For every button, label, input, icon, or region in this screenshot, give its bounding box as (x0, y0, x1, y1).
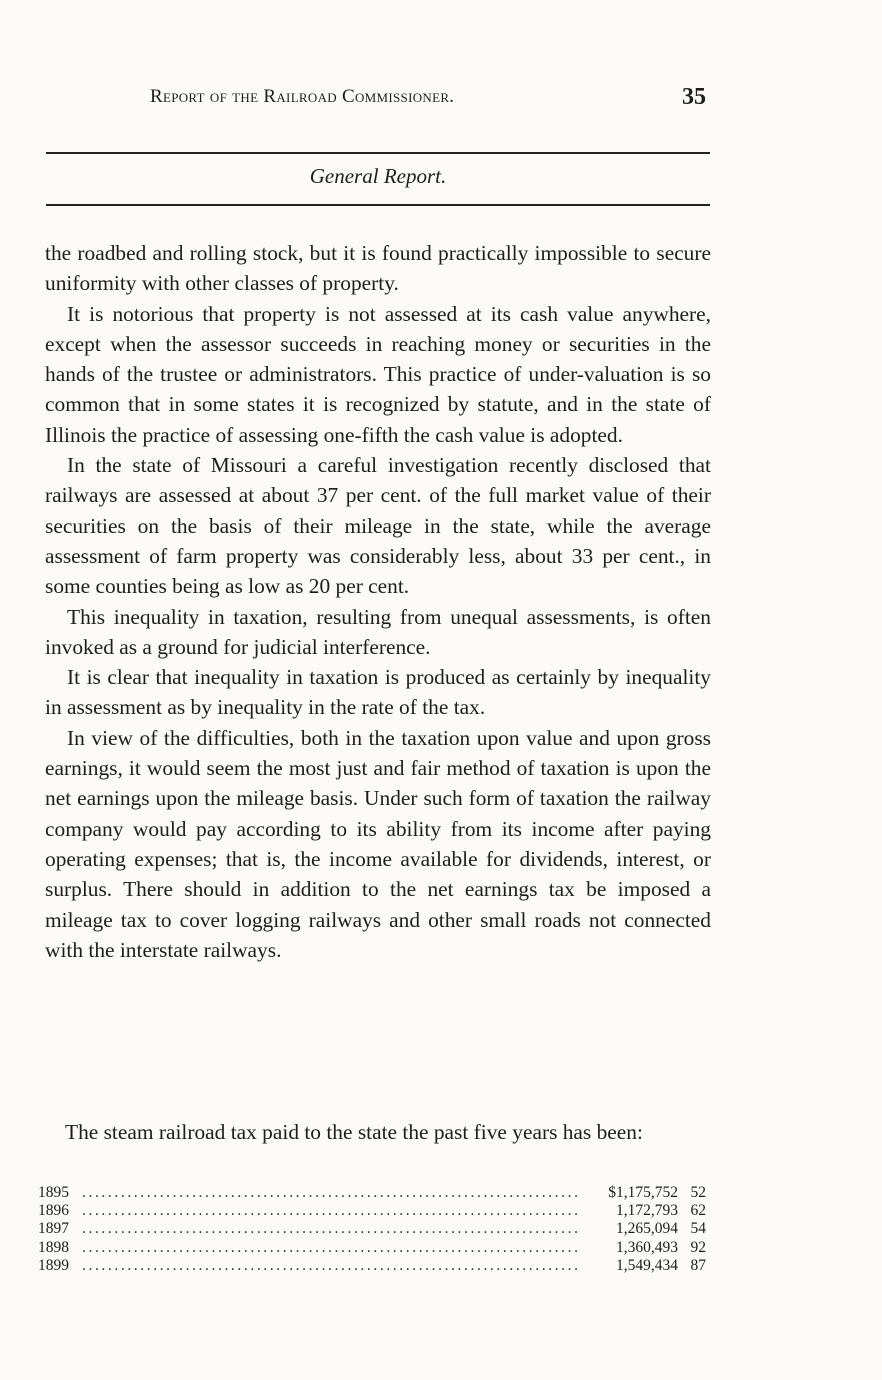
tax-amount: $1,175,752 (608, 1184, 678, 1201)
dot-leader (82, 1220, 578, 1238)
header-rule-top (46, 152, 710, 154)
tax-cents: 62 (690, 1202, 706, 1220)
paragraph: This inequality in taxation, resulting from unequal assessments, is often invoked as a ground for judicial interference. (45, 604, 711, 659)
paragraph: It is clear that inequality in taxation is produced as certainly by inequality in assessment as by inequality in the rate of the tax. (45, 665, 711, 720)
tax-cents: 54 (690, 1220, 706, 1238)
tax-intro: The steam railroad tax paid to the state the past five years has been: (65, 1120, 643, 1144)
paragraph: In view of the difficulties, both in the taxation upon value and upon gross earnings, it would seem the most just and fair method of taxation is upon the net earnings upon the mileage basis. Under such form of taxation the railway company would pay according to its ability from its income after paying operating expenses; that is, the income available for dividends, interest, or surplus. There should in addition to the net earnings tax be imposed a mileage tax to cover logging railways and other small roads not connected with the interstate railways. (45, 725, 711, 962)
tax-year: 1899 (38, 1256, 69, 1274)
running-head: Report of the Railroad Commissioner. (150, 86, 455, 107)
table-row (38, 1184, 706, 1202)
paragraph: In the state of Missouri a careful investigation recently disclosed that railways are assessed at about 37 per cent. of the full market value of their securities on the basis of their mileage in the state, while the average assessment of farm property was considerably less, about 33 per cent., in some counties being as low as 20 per cent. (45, 453, 711, 599)
header-rule-bottom (46, 204, 710, 206)
table-row (38, 1257, 706, 1275)
table-row (38, 1220, 706, 1238)
tax-amount: 1,360,493 (616, 1238, 678, 1256)
section-title: General Report. (309, 164, 447, 188)
dot-leader (82, 1184, 578, 1202)
tax-year: 1896 (38, 1202, 69, 1220)
dot-leader (82, 1257, 578, 1275)
tax-year: 1897 (38, 1220, 69, 1238)
table-row (38, 1239, 706, 1257)
page-number: 35 (682, 84, 706, 110)
table-row (38, 1202, 706, 1220)
paragraph: It is notorious that property is not assessed at its cash value anywhere, except when the assessor succeeds in reaching money or securities in the hands of the trustee or administrators. This practice of under-valuation is so common that in some states it is recognized by statute, and in the state of Illinois the practice of assessing one-fifth the cash value is adopted. (45, 301, 711, 447)
tax-year: 1898 (38, 1238, 69, 1256)
body-text (45, 238, 711, 965)
dot-leader (82, 1239, 578, 1257)
tax-amount: 1,549,434 (616, 1256, 678, 1274)
dot-leader (82, 1202, 578, 1220)
tax-amount: 1,172,793 (616, 1202, 678, 1220)
tax-year: 1895 (38, 1184, 69, 1201)
tax-cents: 52 (690, 1184, 706, 1201)
paragraph: the roadbed and rolling stock, but it is found practically impossible to secure uniformity with other classes of property. (45, 241, 711, 296)
tax-cents: 92 (690, 1238, 706, 1256)
tax-cents: 87 (690, 1256, 706, 1274)
tax-amount: 1,265,094 (616, 1220, 678, 1238)
tax-table (38, 1184, 706, 1275)
